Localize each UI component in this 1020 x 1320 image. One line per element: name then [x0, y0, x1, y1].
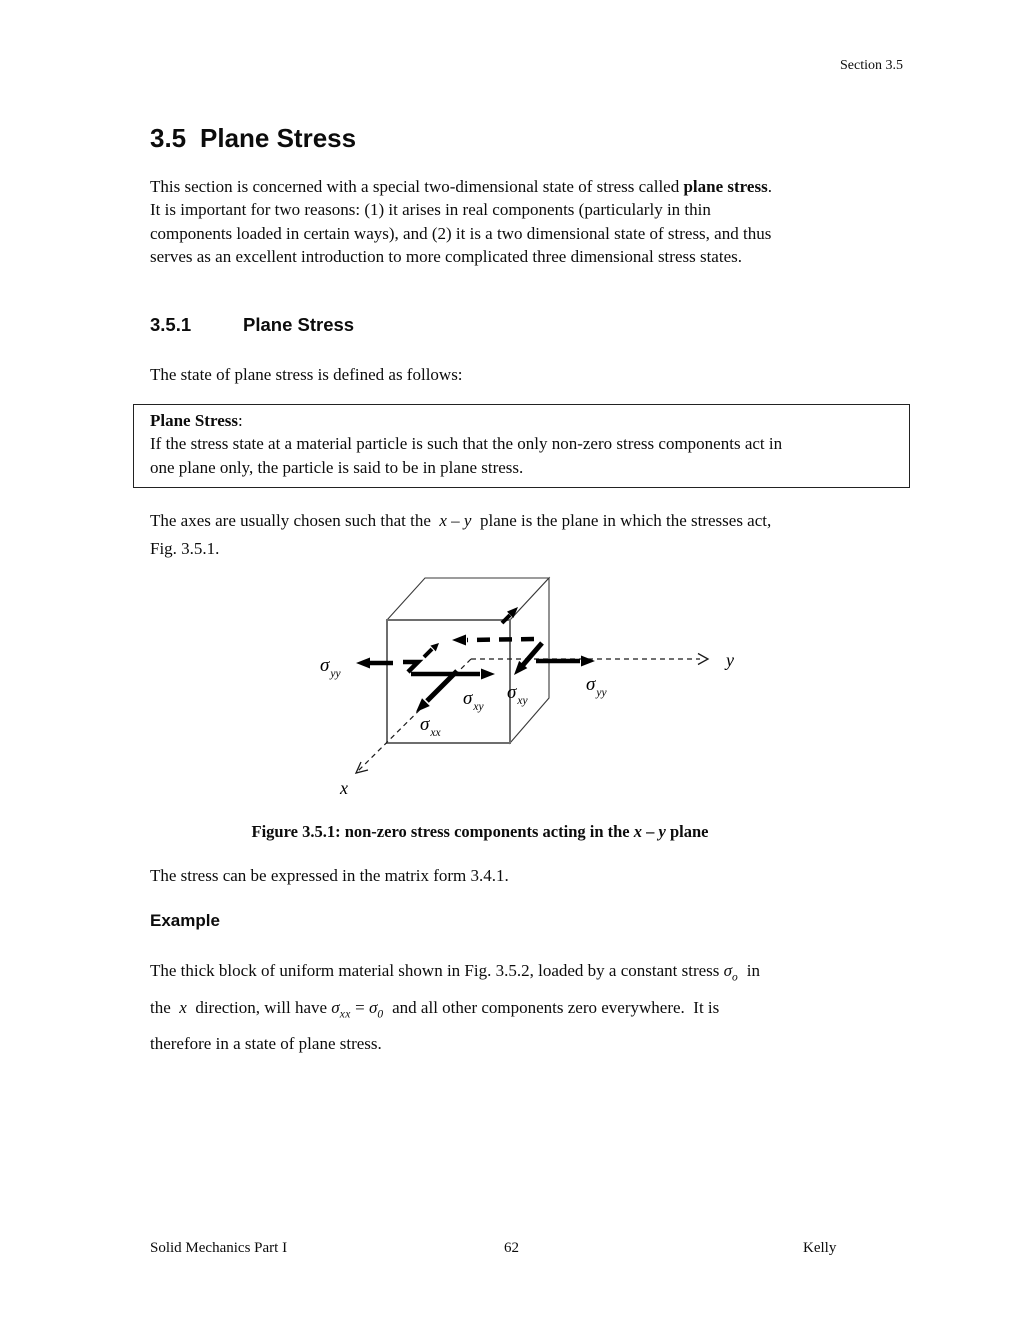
sigma-yy-right-label: $\sigma_{yy}$	[586, 674, 607, 699]
axes-line: The axes are usually chosen such that the x – y plane is the plane in which the stresses act,	[150, 511, 772, 530]
definition-term-line: Plane Stress:	[150, 411, 243, 430]
section-title: Plane Stress	[200, 123, 357, 153]
math-x: x	[439, 511, 447, 530]
intro-line: It is important for two reasons: (1) it arises in real components (particularly in thin	[150, 200, 711, 220]
definition-body-line: If the stress state at a material particle is such that the only non-zero stress components act in	[150, 434, 783, 454]
section-heading	[150, 123, 356, 154]
subsection-number: 3.5.1	[150, 314, 192, 335]
figure-caption: Figure 3.5.1: non-zero stress components acting in the x – y plane	[251, 822, 709, 841]
bold-term-plane-stress: plane stress	[683, 177, 768, 196]
caption-math-y: y	[658, 822, 666, 841]
caption-math-x: x	[633, 822, 642, 841]
sigma-yy-left-label: $\sigma_{yy}$	[320, 655, 341, 680]
intro-line: components loaded in certain ways), and (2) it is a two dimensional state of stress, and thus	[150, 223, 772, 243]
sigma-xx-label: $\sigma_{xx}$	[420, 714, 441, 739]
footer-book-title: Solid Mechanics Part I	[150, 1240, 288, 1256]
definition-lead-line: The state of plane stress is defined as follows:	[150, 365, 463, 384]
example-heading: Example	[150, 911, 220, 930]
sigma-xx-symbol: $\sigma_{xx}$	[331, 997, 351, 1020]
x-axis-label: x	[340, 778, 348, 798]
axes-line: Fig. 3.5.1.	[150, 538, 220, 558]
section-number: 3.5	[150, 123, 187, 153]
example-paragraph	[150, 956, 760, 1058]
intro-paragraph	[150, 175, 772, 268]
sigma-0-symbol: $\sigma_0$	[369, 997, 384, 1020]
definition-body-line: one plane only, the particle is said to be in plane stress.	[150, 457, 524, 477]
sigma-o-symbol: $\sigma_o$	[723, 961, 739, 984]
axes-paragraph	[150, 507, 771, 562]
stress-cube-figure	[300, 565, 750, 805]
sigma-xy-right-label: $\sigma_{xy}$	[507, 682, 528, 707]
definition-term: Plane Stress	[150, 411, 238, 430]
sigma-xy-front-label: $\sigma_{xy}$	[463, 688, 484, 713]
intro-line: This section is concerned with a special two-dimensional state of stress called plane stress.	[150, 177, 772, 196]
example-line: the x direction, will have $\sigma_{xx} = \sigma_0$ and all other components zero everywhere. It is	[150, 997, 720, 1020]
math-y: y	[463, 511, 472, 530]
example-line: The thick block of uniform material shown in Fig. 3.5.2, loaded by a constant stress $\sigma_o$ in	[150, 961, 761, 984]
footer-page-number: 62	[504, 1240, 519, 1256]
definition-box	[133, 404, 910, 488]
y-axis-label: y	[726, 650, 734, 670]
example-line: therefore in a state of plane stress.	[150, 1034, 382, 1053]
footer-author: Kelly	[803, 1240, 837, 1256]
subsection-heading	[150, 314, 354, 336]
subsection-title: Plane Stress	[243, 314, 355, 335]
intro-line: serves as an excellent introduction to more complicated three dimensional stress states.	[150, 246, 742, 266]
running-header: Section 3.5	[840, 58, 903, 73]
math-x: x	[179, 997, 187, 1017]
matrix-form-line: The stress can be expressed in the matrix form 3.4.1.	[150, 866, 509, 885]
